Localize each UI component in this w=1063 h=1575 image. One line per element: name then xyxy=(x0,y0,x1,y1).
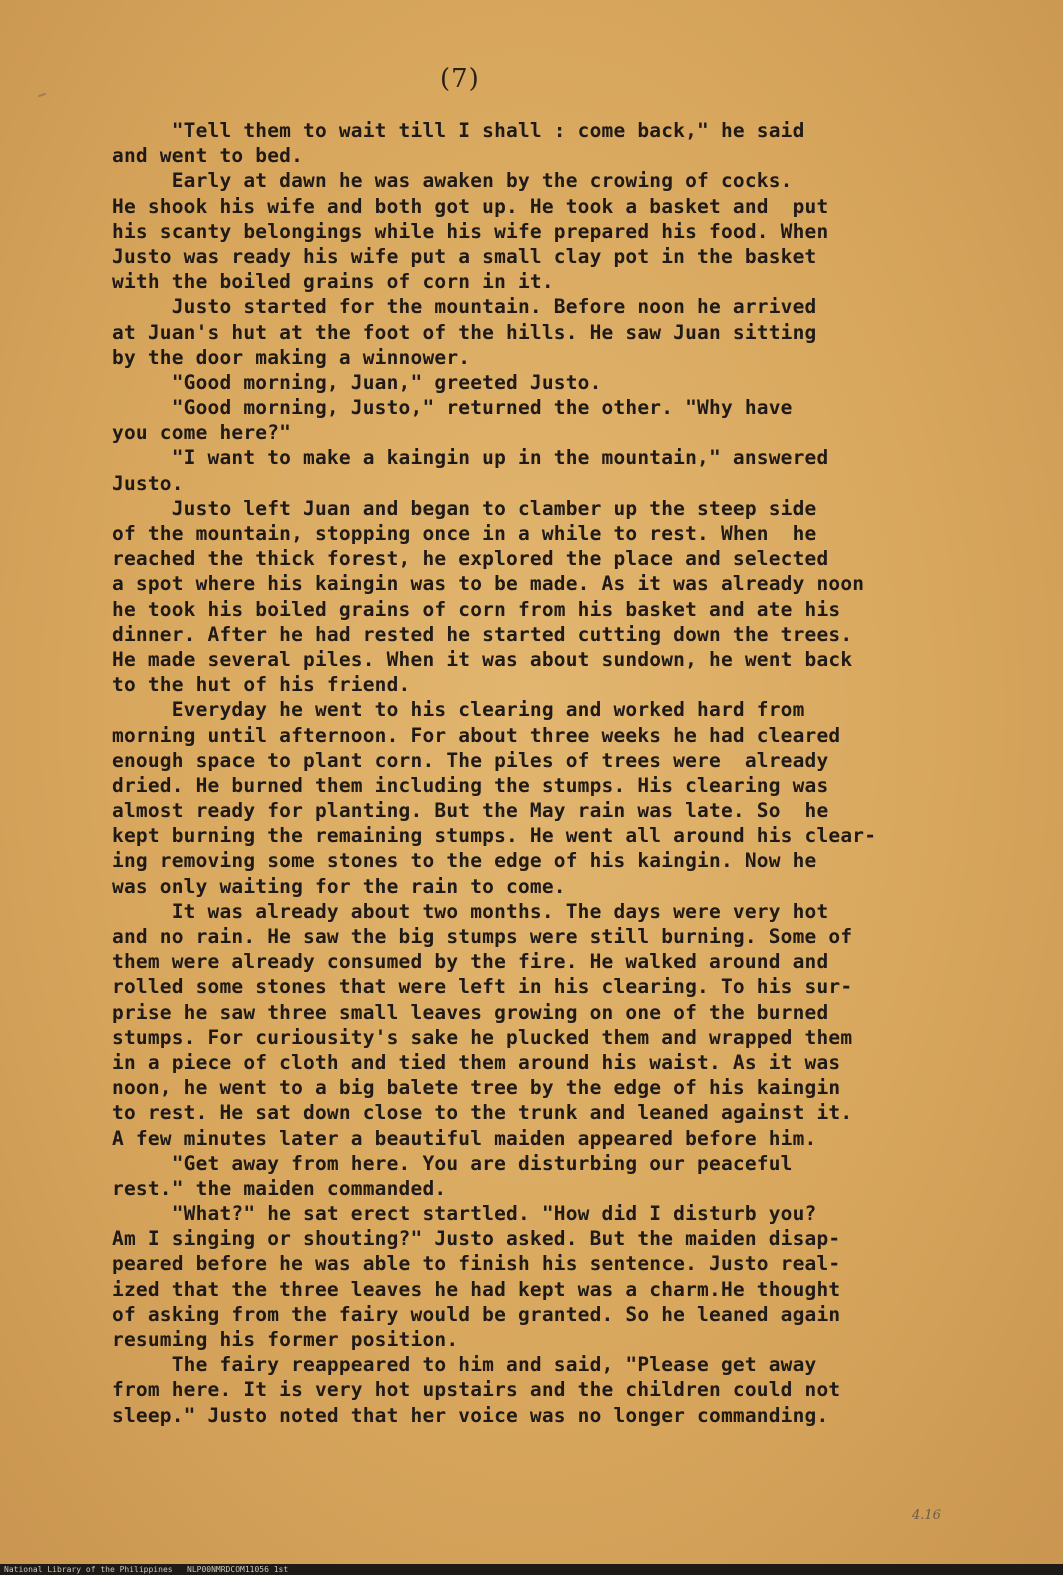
text-line: It was already about two months. The days were very hot xyxy=(112,899,829,923)
text-line: Justo left Juan and began to clamber up the steep side xyxy=(112,496,817,520)
text-line: almost ready for planting. But the May rain was late. So he xyxy=(112,799,829,823)
typewritten-text xyxy=(112,118,1052,1428)
text-line: He made several piles. When it was about sundown, he went back xyxy=(112,647,853,671)
text-line: reached the thick forest, he explored the place and selected xyxy=(112,547,829,571)
text-line: them were already consumed by the fire. He walked around and xyxy=(112,950,829,974)
text-line: noon, he went to a big balete tree by the edge of his kaingin xyxy=(112,1076,841,1100)
text-line: of asking from the fairy would be granted. So he leaned again xyxy=(112,1302,841,1326)
text-line: The fairy reappeared to him and said, "Please get away xyxy=(112,1353,817,1377)
text-line: peared before he was able to finish his sentence. Justo real- xyxy=(112,1252,841,1276)
handwritten-mark: 4.16 xyxy=(912,1508,941,1523)
text-line: at Juan's hut at the foot of the hills. He saw Juan sitting xyxy=(112,320,817,344)
ink-speck xyxy=(38,93,46,98)
text-line: "Good morning, Justo," returned the other. "Why have xyxy=(112,396,793,420)
text-line: rest." the maiden commanded. xyxy=(112,1176,447,1200)
text-line: morning until afternoon. For about three weeks he had cleared xyxy=(112,723,841,747)
text-line: and no rain. He saw the big stumps were still burning. Some of xyxy=(112,925,853,948)
text-line: A few minutes later a beautiful maiden appeared before him. xyxy=(112,1126,817,1150)
text-line: in a piece of cloth and tied them around his waist. As it was xyxy=(112,1050,841,1074)
text-line: sleep." Justo noted that her voice was no longer commanding. xyxy=(112,1403,829,1427)
text-line: "Get away from here. You are disturbing our peaceful xyxy=(112,1151,793,1175)
text-line: his scanty belongings while his wife prepared his food. When xyxy=(112,219,829,243)
text-line: by the door making a winnower. xyxy=(112,345,471,369)
text-line: Justo was ready his wife put a small clay pot in the basket xyxy=(112,244,817,268)
page-number: (7) xyxy=(440,64,480,94)
text-line: dinner. After he had rested he started cutting down the trees. xyxy=(112,622,853,646)
text-line: rolled some stones that were left in his clearing. To his sur- xyxy=(112,975,853,999)
text-line: "Good morning, Juan," greeted Justo. xyxy=(112,370,602,394)
text-line: Early at dawn he was awaken by the crowing of cocks. xyxy=(112,169,793,193)
text-line: a spot where his kaingin was to be made. As it was already noon xyxy=(112,572,865,596)
text-line: to rest. He sat down close to the trunk and leaned against it. xyxy=(112,1101,853,1125)
text-line: he took his boiled grains of corn from his basket and ate his xyxy=(112,597,841,621)
archive-footer-text: National Library of the Philippines NLP00NMRDCOM11056 1st xyxy=(4,1565,289,1574)
text-line: with the boiled grains of corn in it. xyxy=(112,270,554,294)
text-line: to the hut of his friend. xyxy=(112,673,411,697)
text-line: prise he saw three small leaves growing on one of the burned xyxy=(112,1000,829,1024)
text-line: stumps. For curiousity's sake he plucked them and wrapped them xyxy=(112,1025,853,1049)
text-line: kept burning the remaining stumps. He went all around his clear- xyxy=(112,824,877,848)
text-line: dried. He burned them including the stumps. His clearing was xyxy=(112,773,829,797)
text-line: "Tell them to wait till I shall : come back," he said xyxy=(112,119,805,142)
text-line: Everyday he went to his clearing and worked hard from xyxy=(112,698,805,722)
text-line: enough space to plant corn. The piles of trees were already xyxy=(112,748,829,772)
text-line: "What?" he sat erect startled. "How did I disturb you? xyxy=(112,1202,817,1226)
text-line: ized that the three leaves he had kept was a charm.He thought xyxy=(112,1277,841,1301)
text-line: ing removing some stones to the edge of his kaingin. Now he xyxy=(112,849,817,873)
text-line: from here. It is very hot upstairs and the children could not xyxy=(112,1378,841,1402)
text-line: and went to bed. xyxy=(112,144,304,168)
text-line: Justo started for the mountain. Before noon he arrived xyxy=(112,295,817,319)
text-line: of the mountain, stopping once in a while to rest. When he xyxy=(112,522,817,545)
text-line: Am I singing or shouting?" Justo asked. But the maiden disap- xyxy=(112,1227,841,1251)
text-line: you come here?" xyxy=(112,421,292,445)
text-line: He shook his wife and both got up. He took a basket and put xyxy=(112,194,829,218)
text-line: "I want to make a kaingin up in the mountain," answered xyxy=(112,446,829,470)
text-line: was only waiting for the rain to come. xyxy=(112,874,566,898)
text-line: resuming his former position. xyxy=(112,1328,459,1351)
text-line: Justo. xyxy=(112,471,184,495)
